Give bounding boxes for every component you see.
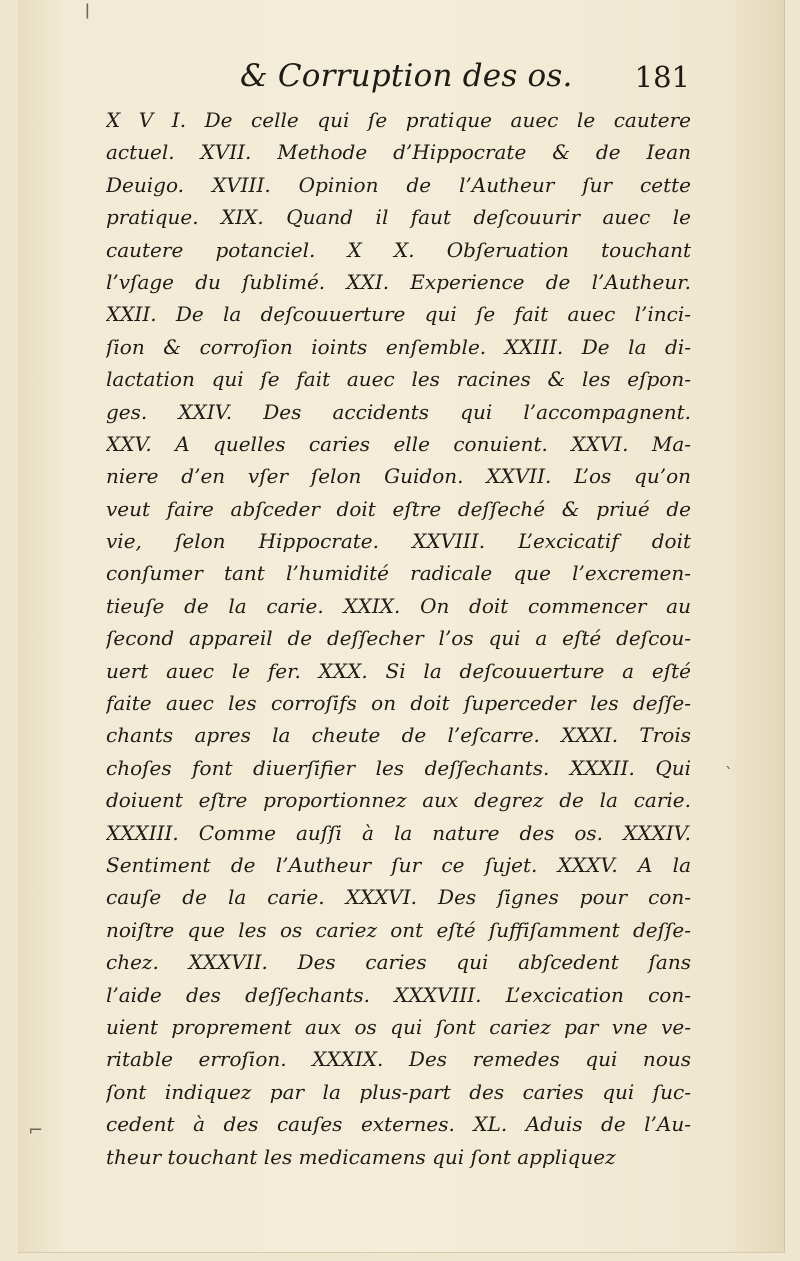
- text-line: noiſtre que les os cariez ont eſté ſuffiſamment deſſe-: [106, 917, 691, 942]
- text-line: uient proprement aux os qui ſont cariez par vne ve-: [106, 1014, 691, 1039]
- text-line: cauſe de la carie. XXXVI. Des ſignes pour con-: [106, 885, 691, 910]
- text-line: ſion & corroſion ioints enſemble. XXIII. De la di-: [106, 334, 691, 359]
- text-line: theur touchant les medicamens qui ſont appliquez: [106, 1144, 616, 1169]
- margin-mark-left: ⌐: [28, 1120, 44, 1141]
- text-line: pratique. XIX. Quand il faut deſcouurir auec le: [106, 205, 691, 230]
- running-title: & Corruption des os.: [240, 58, 573, 94]
- text-line: XXII. De la deſcouuerture qui ſe fait auec l’inci-: [106, 302, 691, 327]
- margin-mark-right: ˎ: [725, 750, 733, 769]
- text-line: ges. XXIV. Des accidents qui l’accompagnent.: [106, 399, 691, 424]
- text-line: X V I. De celle qui ſe pratique auec le cautere: [106, 108, 691, 132]
- text-line: vie, ſelon Hippocrate. XXVIII. L’excicatif doit: [106, 529, 691, 554]
- text-line: l’aide des deſſechants. XXXVIII. L’excication con-: [106, 982, 691, 1007]
- text-line: XXXIII. Comme auſſi à la nature des os. XXXIV.: [106, 820, 691, 845]
- text-line: ſont indiquez par la plus-part des caries qui ſuc-: [106, 1079, 691, 1104]
- text-line: chants apres la cheute de l’eſcarre. XXXI. Trois: [106, 723, 691, 748]
- text-line: conſumer tant l’humidité radicale que l’excremen-: [106, 561, 691, 586]
- book-page: [18, 0, 785, 1253]
- text-line: Sentiment de l’Autheur ſur ce ſujet. XXXV. A la: [106, 852, 691, 877]
- text-line: tieuſe de la carie. XXIX. On doit commencer au: [106, 593, 691, 618]
- page-body-text: [106, 104, 691, 1173]
- text-line: niere d’en vſer ſelon Guidon. XXVII. L’os qu’on: [106, 464, 691, 489]
- text-line: XXV. A quelles caries elle conuient. XXVI. Ma-: [106, 431, 691, 456]
- text-line: cautere potanciel. X X. Obſeruation touchant: [106, 237, 691, 262]
- text-line: chez. XXXVII. Des caries qui abſcedent ſans: [106, 950, 691, 975]
- text-line: ritable erroſion. XXXIX. Des remedes qui nous: [106, 1047, 691, 1072]
- margin-mark-top: ǀ: [85, 0, 90, 19]
- text-line: actuel. XVII. Methode d’Hippocrate & de Iean: [106, 140, 691, 165]
- text-line: veut faire abſceder doit eſtre deſſeché & priué de: [106, 496, 691, 521]
- text-line: doiuent eſtre proportionnez aux degrez de la carie.: [106, 788, 691, 813]
- page-number: 181: [634, 60, 690, 94]
- text-line: lactation qui ſe fait auec les racines & les eſpon-: [106, 367, 691, 392]
- text-line: uert auec le fer. XXX. Si la deſcouuerture a eſté: [106, 658, 691, 683]
- page-header: [240, 58, 690, 98]
- text-line: choſes font diuerſifier les deſſechants. XXXII. Qui: [106, 755, 691, 780]
- text-line: faite auec les corroſifs on doit ſuperceder les deſſe-: [106, 691, 691, 716]
- text-line: l’vſage du ſublimé. XXI. Experience de l’Autheur.: [106, 269, 691, 294]
- text-line: Deuigo. XVIII. Opinion de l’Autheur ſur cette: [106, 172, 691, 197]
- text-line: ſecond appareil de deſſecher l’os qui a eſté deſcou-: [106, 626, 691, 651]
- text-line: cedent à des cauſes externes. XL. Aduis de l’Au-: [106, 1112, 691, 1137]
